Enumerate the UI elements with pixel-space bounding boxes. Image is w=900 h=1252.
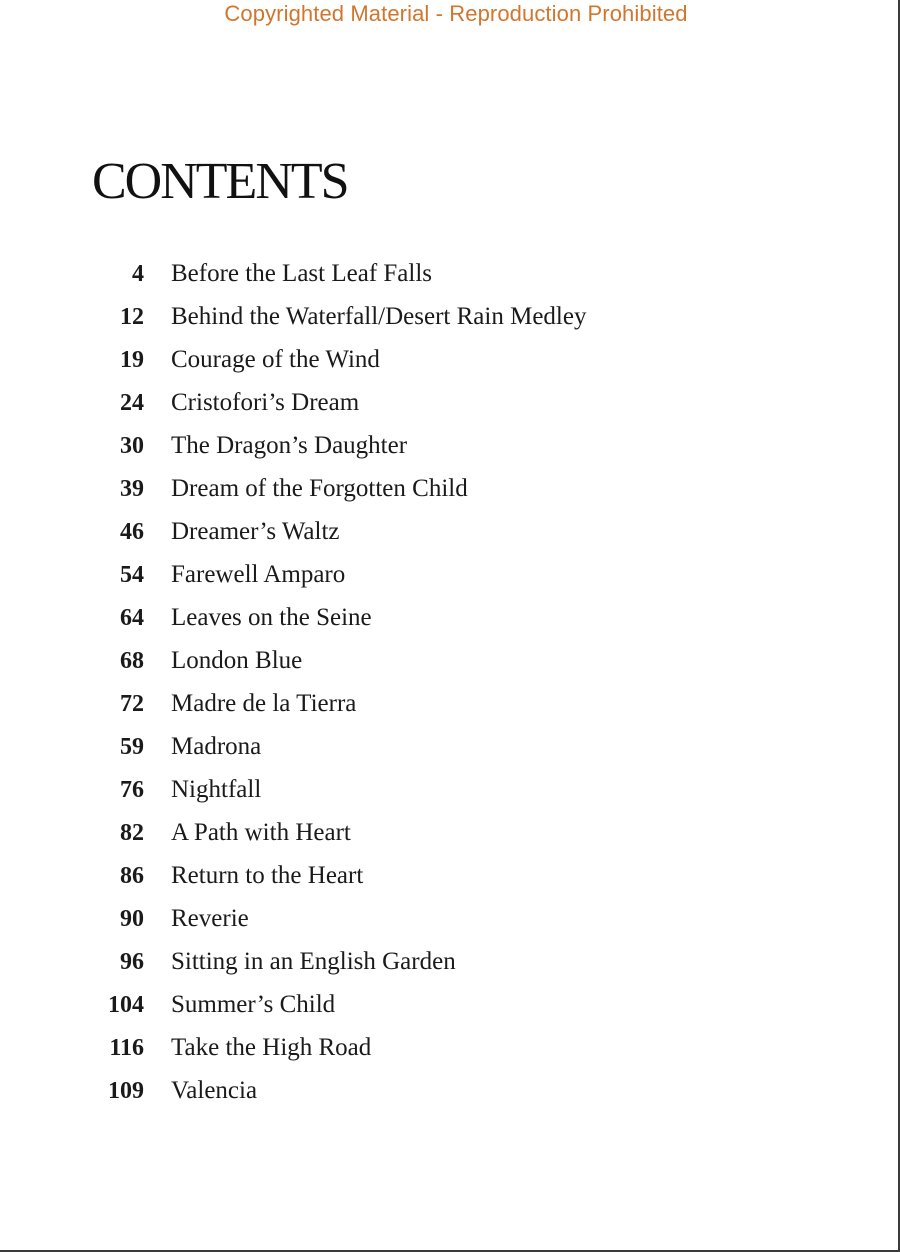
entry-title: Dream of the Forgotten Child	[171, 475, 468, 502]
entry-title: Cristofori’s Dream	[171, 389, 360, 416]
entry-page-number: 82	[120, 820, 144, 846]
contents-entry	[92, 424, 586, 467]
entry-page-number: 54	[120, 562, 144, 588]
contents-entry	[92, 940, 586, 983]
entry-title: The Dragon’s Daughter	[171, 432, 408, 459]
entry-page-number: 68	[120, 648, 144, 674]
contents-entry	[92, 854, 586, 897]
entry-page-number: 4	[132, 261, 144, 287]
entry-page-number: 72	[120, 691, 144, 717]
entry-page-number: 39	[120, 476, 144, 502]
entry-title: Dreamer’s Waltz	[171, 518, 340, 545]
entry-page-number: 86	[120, 863, 144, 889]
contents-entry	[92, 639, 586, 682]
contents-entry	[92, 252, 586, 295]
contents-entry	[92, 338, 586, 381]
entry-page-number: 59	[120, 734, 144, 760]
entry-page-number: 19	[120, 347, 144, 373]
entry-page-number: 24	[120, 390, 144, 416]
entry-title: Nightfall	[171, 776, 262, 803]
contents-entry	[92, 983, 586, 1026]
entry-page-number: 12	[120, 304, 144, 330]
contents-entry	[92, 295, 586, 338]
contents-entry	[92, 725, 586, 768]
contents-entry	[92, 897, 586, 940]
contents-entry	[92, 467, 586, 510]
contents-entry	[92, 768, 586, 811]
entry-title: Valencia	[171, 1077, 258, 1104]
page-title: CONTENTS	[92, 153, 348, 210]
entry-page-number: 96	[120, 949, 144, 975]
entry-page-number: 90	[120, 906, 144, 932]
entry-title: A Path with Heart	[171, 819, 351, 846]
entry-title: Courage of the Wind	[171, 346, 380, 373]
contents-entry	[92, 596, 586, 639]
entry-page-number: 46	[120, 519, 144, 545]
entry-title: Reverie	[171, 905, 249, 932]
entry-page-number: 104	[108, 992, 144, 1018]
entry-title: Take the High Road	[171, 1034, 372, 1061]
entry-title: Behind the Waterfall/Desert Rain Medley	[171, 303, 587, 330]
entry-title: Farewell Amparo	[171, 561, 346, 588]
contents-entry	[92, 510, 586, 553]
contents-entry	[92, 553, 586, 596]
entry-page-number: 76	[120, 777, 144, 803]
entry-page-number: 116	[109, 1035, 144, 1061]
entry-title: Return to the Heart	[171, 862, 364, 889]
entry-title: Summer’s Child	[171, 991, 336, 1018]
entry-title: Madrona	[171, 733, 262, 760]
contents-entry	[92, 1026, 586, 1069]
entry-title: Madre de la Tierra	[171, 690, 357, 717]
contents-entry	[92, 682, 586, 725]
entry-page-number: 30	[120, 433, 144, 459]
contents-entry	[92, 381, 586, 424]
entry-title: London Blue	[171, 647, 303, 674]
entry-title: Sitting in an English Garden	[171, 948, 456, 975]
copyright-watermark: Copyrighted Material - Reproduction Prohibited	[224, 1, 688, 26]
contents-list	[92, 252, 586, 1112]
contents-entry	[92, 811, 586, 854]
entry-title: Leaves on the Seine	[171, 604, 372, 631]
entry-title: Before the Last Leaf Falls	[171, 260, 433, 287]
entry-page-number: 109	[108, 1078, 144, 1104]
contents-entry	[92, 1069, 586, 1112]
entry-page-number: 64	[120, 605, 144, 631]
